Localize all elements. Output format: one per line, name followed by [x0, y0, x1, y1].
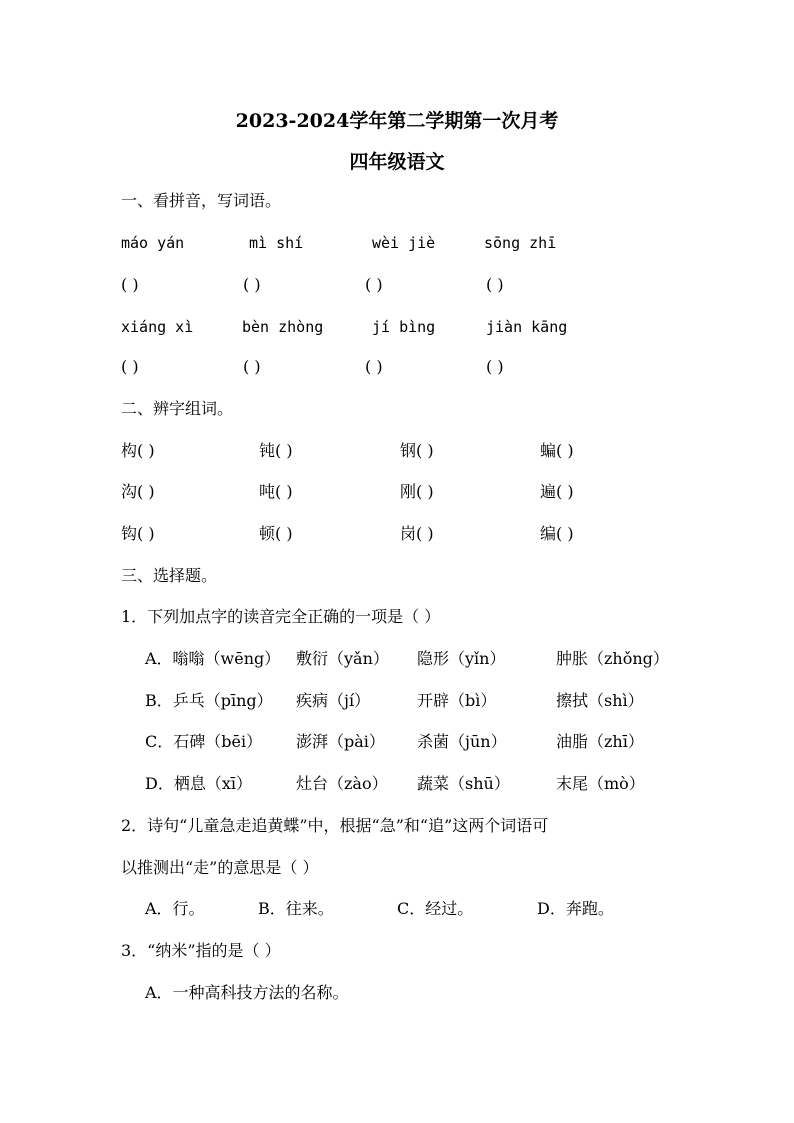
answer-blank: ( ) [121, 357, 139, 376]
word-group-item: 刚( ) [400, 482, 434, 501]
q1-option-item: 隐形（yǐn） [417, 649, 506, 668]
q1-option-item: C．石碑（bēi） [145, 732, 263, 751]
question-1-stem: 1．下列加点字的读音完全正确的一项是（ ） [121, 607, 441, 626]
question-2-stem-line-1: 2．诗句“儿童急走追黄蝶”中，根据“急”和“追”这两个词语可 [121, 816, 549, 835]
q1-option-item: 蔬菜（shū） [417, 774, 510, 793]
q2-option-item: D．奔跑。 [537, 899, 614, 918]
pinyin-item: xiáng xì [121, 318, 194, 336]
section-2-heading: 二、辨字组词。 [121, 399, 234, 418]
q1-option-item: D．栖息（xī） [145, 774, 252, 793]
answer-blank: ( ) [486, 275, 504, 294]
word-group-item: 钝( ) [259, 441, 293, 460]
word-group-item: 顿( ) [259, 524, 293, 543]
exam-title: 2023-2024学年第二学期第一次月考 [235, 110, 559, 132]
q1-option-item: 末尾（mò） [556, 774, 645, 793]
q1-option-item: 敷衍（yǎn） [296, 649, 389, 668]
word-group-item: 沟( ) [121, 482, 155, 501]
q1-option-item: 杀菌（jūn） [417, 732, 507, 751]
q1-option-item: B．乒乓（pīng） [145, 691, 273, 710]
pinyin-item: mì shí [249, 234, 304, 252]
answer-blank: ( ) [365, 357, 383, 376]
word-group-item: 钢( ) [400, 441, 434, 460]
pinyin-item: jí bìng [372, 318, 436, 336]
question-2-stem-line-2: 以推测出“走”的意思是（ ） [121, 858, 319, 877]
q1-option-item: A．嗡嗡（wēng） [145, 649, 281, 668]
word-group-item: 构( ) [121, 441, 155, 460]
word-group-item: 岗( ) [400, 524, 434, 543]
section-1-heading: 一、看拼音，写词语。 [121, 191, 282, 210]
word-group-item: 吨( ) [259, 482, 293, 501]
word-group-item: 遍( ) [540, 482, 574, 501]
q2-option-item: B．往来。 [258, 899, 334, 918]
answer-blank: ( ) [243, 357, 261, 376]
q1-option-item: 油脂（zhī） [556, 732, 644, 751]
section-3-heading: 三、选择题。 [121, 566, 218, 585]
pinyin-item: máo yán [121, 234, 185, 252]
answer-blank: ( ) [486, 357, 504, 376]
q1-option-item: 灶台（zào） [296, 774, 388, 793]
answer-blank: ( ) [243, 275, 261, 294]
q1-option-item: 开辟（bì） [417, 691, 497, 710]
q2-option-item: C．经过。 [397, 899, 474, 918]
answer-blank: ( ) [365, 275, 383, 294]
pinyin-item: sōng zhī [484, 234, 557, 252]
exam-subtitle: 四年级语文 [349, 151, 445, 173]
q1-option-item: 肿胀（zhǒng） [556, 649, 669, 668]
pinyin-item: wèi jiè [372, 234, 436, 252]
word-group-item: 编( ) [540, 524, 574, 543]
q1-option-item: 疾病（jí） [296, 691, 371, 710]
q3-option-a: A．一种高科技方法的名称。 [145, 983, 349, 1002]
word-group-item: 蝙( ) [540, 441, 574, 460]
pinyin-item: jiàn kāng [486, 318, 568, 336]
question-3-stem: 3．“纳米”指的是（ ） [121, 941, 281, 960]
word-group-item: 钩( ) [121, 524, 155, 543]
answer-blank: ( ) [121, 275, 139, 294]
q2-option-item: A．行。 [145, 899, 205, 918]
q1-option-item: 澎湃（pài） [296, 732, 385, 751]
q1-option-item: 擦拭（shì） [556, 691, 644, 710]
pinyin-item: bèn zhòng [242, 318, 324, 336]
